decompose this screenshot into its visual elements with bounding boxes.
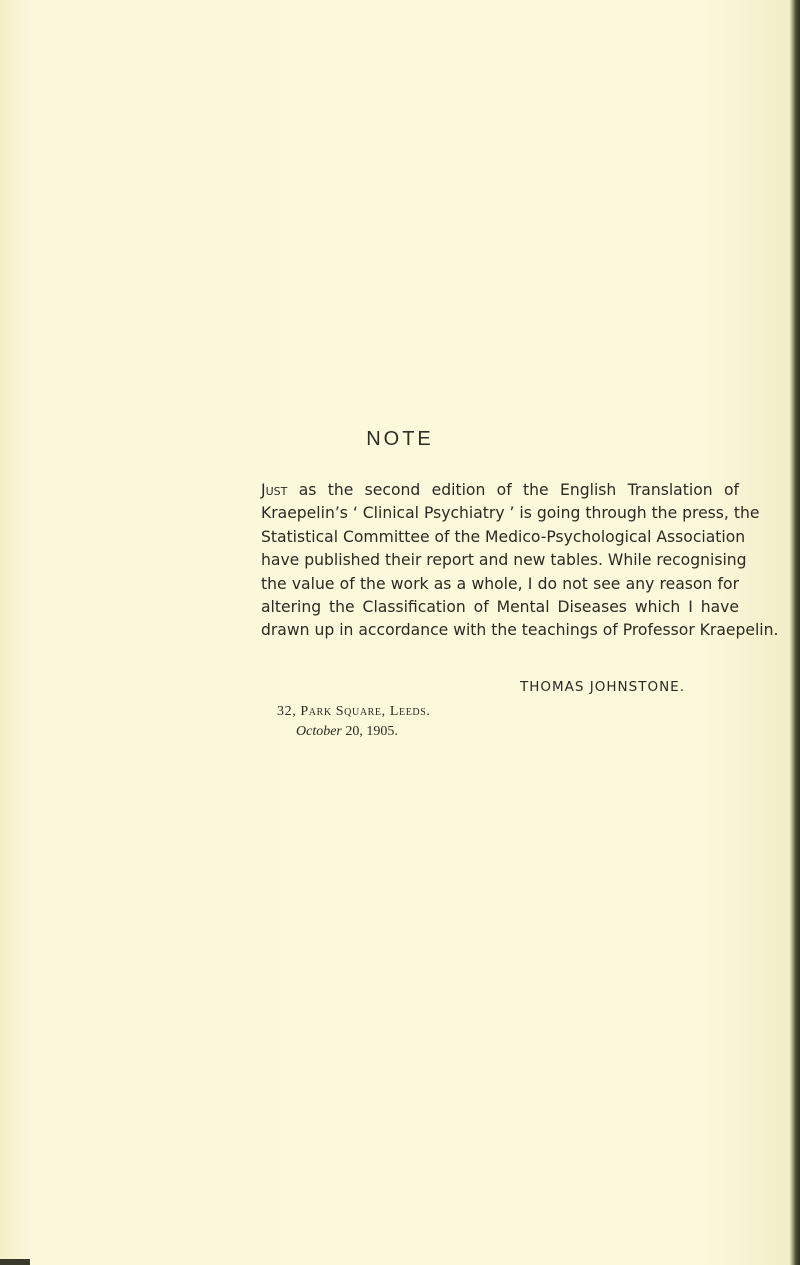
author-signature: THOMAS JOHNSTONE.: [520, 679, 685, 695]
note-date: [296, 724, 398, 740]
body-line: have published their report and new tables. While recognising: [261, 551, 747, 570]
binding-shadow: [0, 1259, 30, 1265]
body-line: [261, 479, 739, 502]
body-line: altering the Classification of Mental Diseases which I have: [261, 598, 739, 617]
body-line-lead: Just: [261, 481, 288, 499]
body-line: drawn up in accordance with the teachings of Professor Kraepelin.: [261, 621, 779, 640]
date-rest: 20, 1905.: [341, 724, 398, 739]
body-line: the value of the work as a whole, I do not see any reason for: [261, 574, 739, 593]
body-line-text: as the second edition of the English Translation of: [287, 481, 739, 499]
page-edge: [790, 0, 800, 1265]
note-heading: NOTE: [366, 428, 434, 450]
note-body: [261, 479, 779, 643]
author-address: 32, Park Square, Leeds.: [277, 704, 431, 719]
body-line: Kraepelin’s ‘ Clinical Psychiatry ’ is going through the press, the: [261, 504, 760, 523]
date-month: October: [296, 724, 342, 739]
body-line: Statistical Committee of the Medico-Psychological Association: [261, 527, 746, 546]
